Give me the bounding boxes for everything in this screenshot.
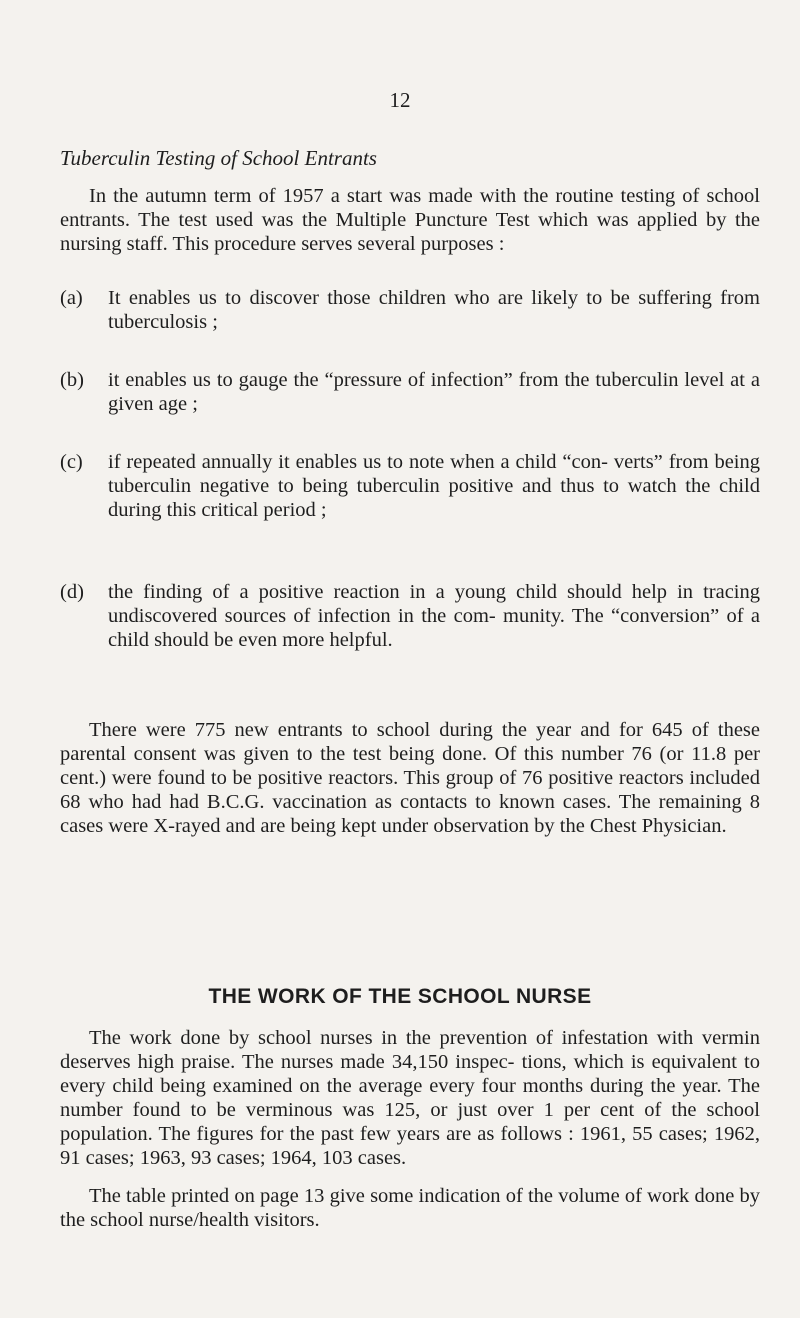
list-item-text: It enables us to discover those children who are likely to be suffering from tuberculosis ;: [108, 287, 760, 333]
intro-paragraph: In the autumn term of 1957 a start was made with the routine testing of school entrants. The test used was the Multiple Puncture Test which was applied by the nursing staff. This procedure serves several purposes :: [60, 185, 760, 255]
nurse-section-heading: THE WORK OF THE SCHOOL NURSE: [208, 985, 592, 1008]
list-item-label: (a): [60, 287, 83, 309]
nurse-paragraph: The work done by school nurses in the prevention of infestation with vermin deserves high praise. The nurses made 34,150 inspec- tions, which is equivalent to every child being examined on the average every four months during the year. The number found to be verminous was 125, or just over 1 per cent of the school population. The figures for the past few years are as follows : 1961, 55 cases; 1962, 91 cases; 1963, 93 cases; 1964, 103 cases.: [60, 1027, 760, 1169]
list-item-c: [60, 450, 760, 522]
section-title: Tuberculin Testing of School Entrants: [60, 146, 377, 170]
list-item-label: (b): [60, 369, 84, 391]
page-number: 12: [389, 88, 411, 112]
list-item-a: [60, 286, 760, 334]
list-item-text: if repeated annually it enables us to note when a child “con- verts” from being tuberculin negative to being tuberculin positive and thus to watch the child during this critical period ;: [108, 451, 760, 521]
table-reference-paragraph: The table printed on page 13 give some indication of the volume of work done by the school nurse/health visitors.: [60, 1185, 760, 1231]
list-item-d: [60, 580, 760, 652]
list-item-b: [60, 368, 760, 416]
list-item-text: the finding of a positive reaction in a young child should help in tracing undiscovered sources of infection in the com- munity. The “conversion” of a child should be even more helpful.: [108, 581, 760, 651]
list-item-label: (c): [60, 451, 83, 473]
list-item-text: it enables us to gauge the “pressure of infection” from the tuberculin level at a given age ;: [108, 369, 760, 415]
list-item-label: (d): [60, 581, 84, 603]
entrants-paragraph: There were 775 new entrants to school during the year and for 645 of these parental consent was given to the test being done. Of this number 76 (or 11.8 per cent.) were found to be positive reactors. This group of 76 positive reactors included 68 who had had B.C.G. vaccination as contacts to known cases. The remaining 8 cases were X-rayed and are being kept under observation by the Chest Physician.: [60, 719, 760, 837]
